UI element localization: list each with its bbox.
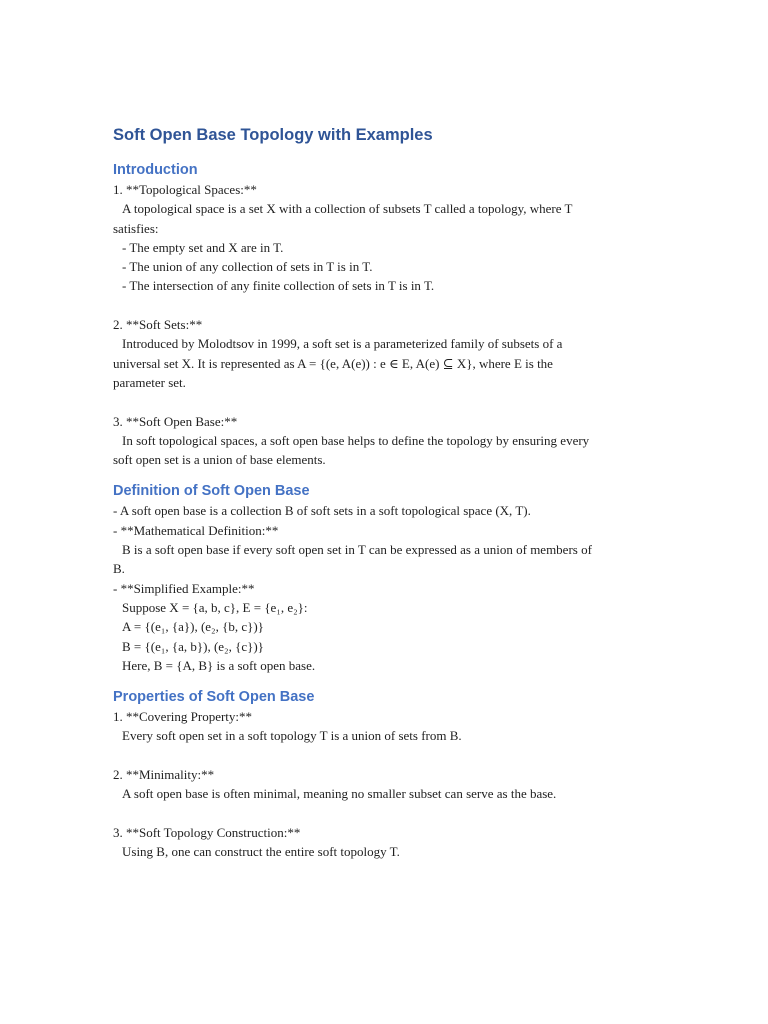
section-heading-definition: Definition of Soft Open Base xyxy=(113,483,310,500)
intro-line: A topological space is a set X with a collection of subsets T called a topology, where T xyxy=(122,201,573,217)
intro-line: 1. **Topological Spaces:** xyxy=(113,182,257,197)
properties-line: Every soft open set in a soft topology T is a union of sets from B. xyxy=(122,728,462,744)
intro-line: - The empty set and X are in T. xyxy=(122,239,284,255)
definition-line: B = {(e₁, {a, b}), (e₂, {c})} xyxy=(122,638,264,654)
properties-line: A soft open base is often minimal, meaning no smaller subset can serve as the base. xyxy=(122,786,557,802)
intro-line: 2. **Soft Sets:** xyxy=(113,317,203,333)
definition-line: A = {(e₁, {a}), (e₂, {b, c})} xyxy=(122,619,264,635)
intro-line: - The intersection of any finite collection of sets in T is in T. xyxy=(122,278,435,294)
intro-line: satisfies: xyxy=(113,220,159,236)
intro-line: - The union of any collection of sets in T is in T. xyxy=(122,259,373,275)
properties-line: 2. **Minimality:** xyxy=(113,767,215,783)
definition-line: Suppose X = {a, b, c}, E = {e₁, e₂}: xyxy=(122,599,308,615)
intro-line: universal set X. It is represented as A = {(e, A(e)) : e ∈ E, A(e) ⊆ X}, where E is the xyxy=(113,355,553,371)
definition-line: Here, B = {A, B} is a soft open base. xyxy=(122,657,316,673)
intro-line: soft open set is a union of base elements. xyxy=(113,452,326,468)
definition-line: B. xyxy=(113,561,125,577)
definition-line: B is a soft open base if every soft open set in T can be expressed as a union of members of xyxy=(122,542,592,558)
document-title: Soft Open Base Topology with Examples xyxy=(113,126,433,144)
intro-line: 3. **Soft Open Base:** xyxy=(113,413,238,429)
intro-line: parameter set. xyxy=(113,374,186,390)
document-body xyxy=(113,124,653,862)
section-heading-introduction: Introduction xyxy=(113,162,198,178)
intro-line: Introduced by Molodtsov in 1999, a soft set is a parameterized family of subsets of a xyxy=(122,336,563,352)
definition-line: - **Simplified Example:** xyxy=(113,580,255,596)
intro-line: In soft topological spaces, a soft open base helps to define the topology by ensuring every xyxy=(122,432,590,448)
properties-line: 1. **Covering Property:** xyxy=(113,709,253,725)
properties-line: Using B, one can construct the entire soft topology T. xyxy=(122,844,400,860)
properties-line: 3. **Soft Topology Construction:** xyxy=(113,824,301,840)
definition-line: - A soft open base is a collection B of soft sets in a soft topological space (X, T). xyxy=(113,503,531,519)
section-heading-properties: Properties of Soft Open Base xyxy=(113,689,315,706)
definition-line: - **Mathematical Definition:** xyxy=(113,522,279,538)
